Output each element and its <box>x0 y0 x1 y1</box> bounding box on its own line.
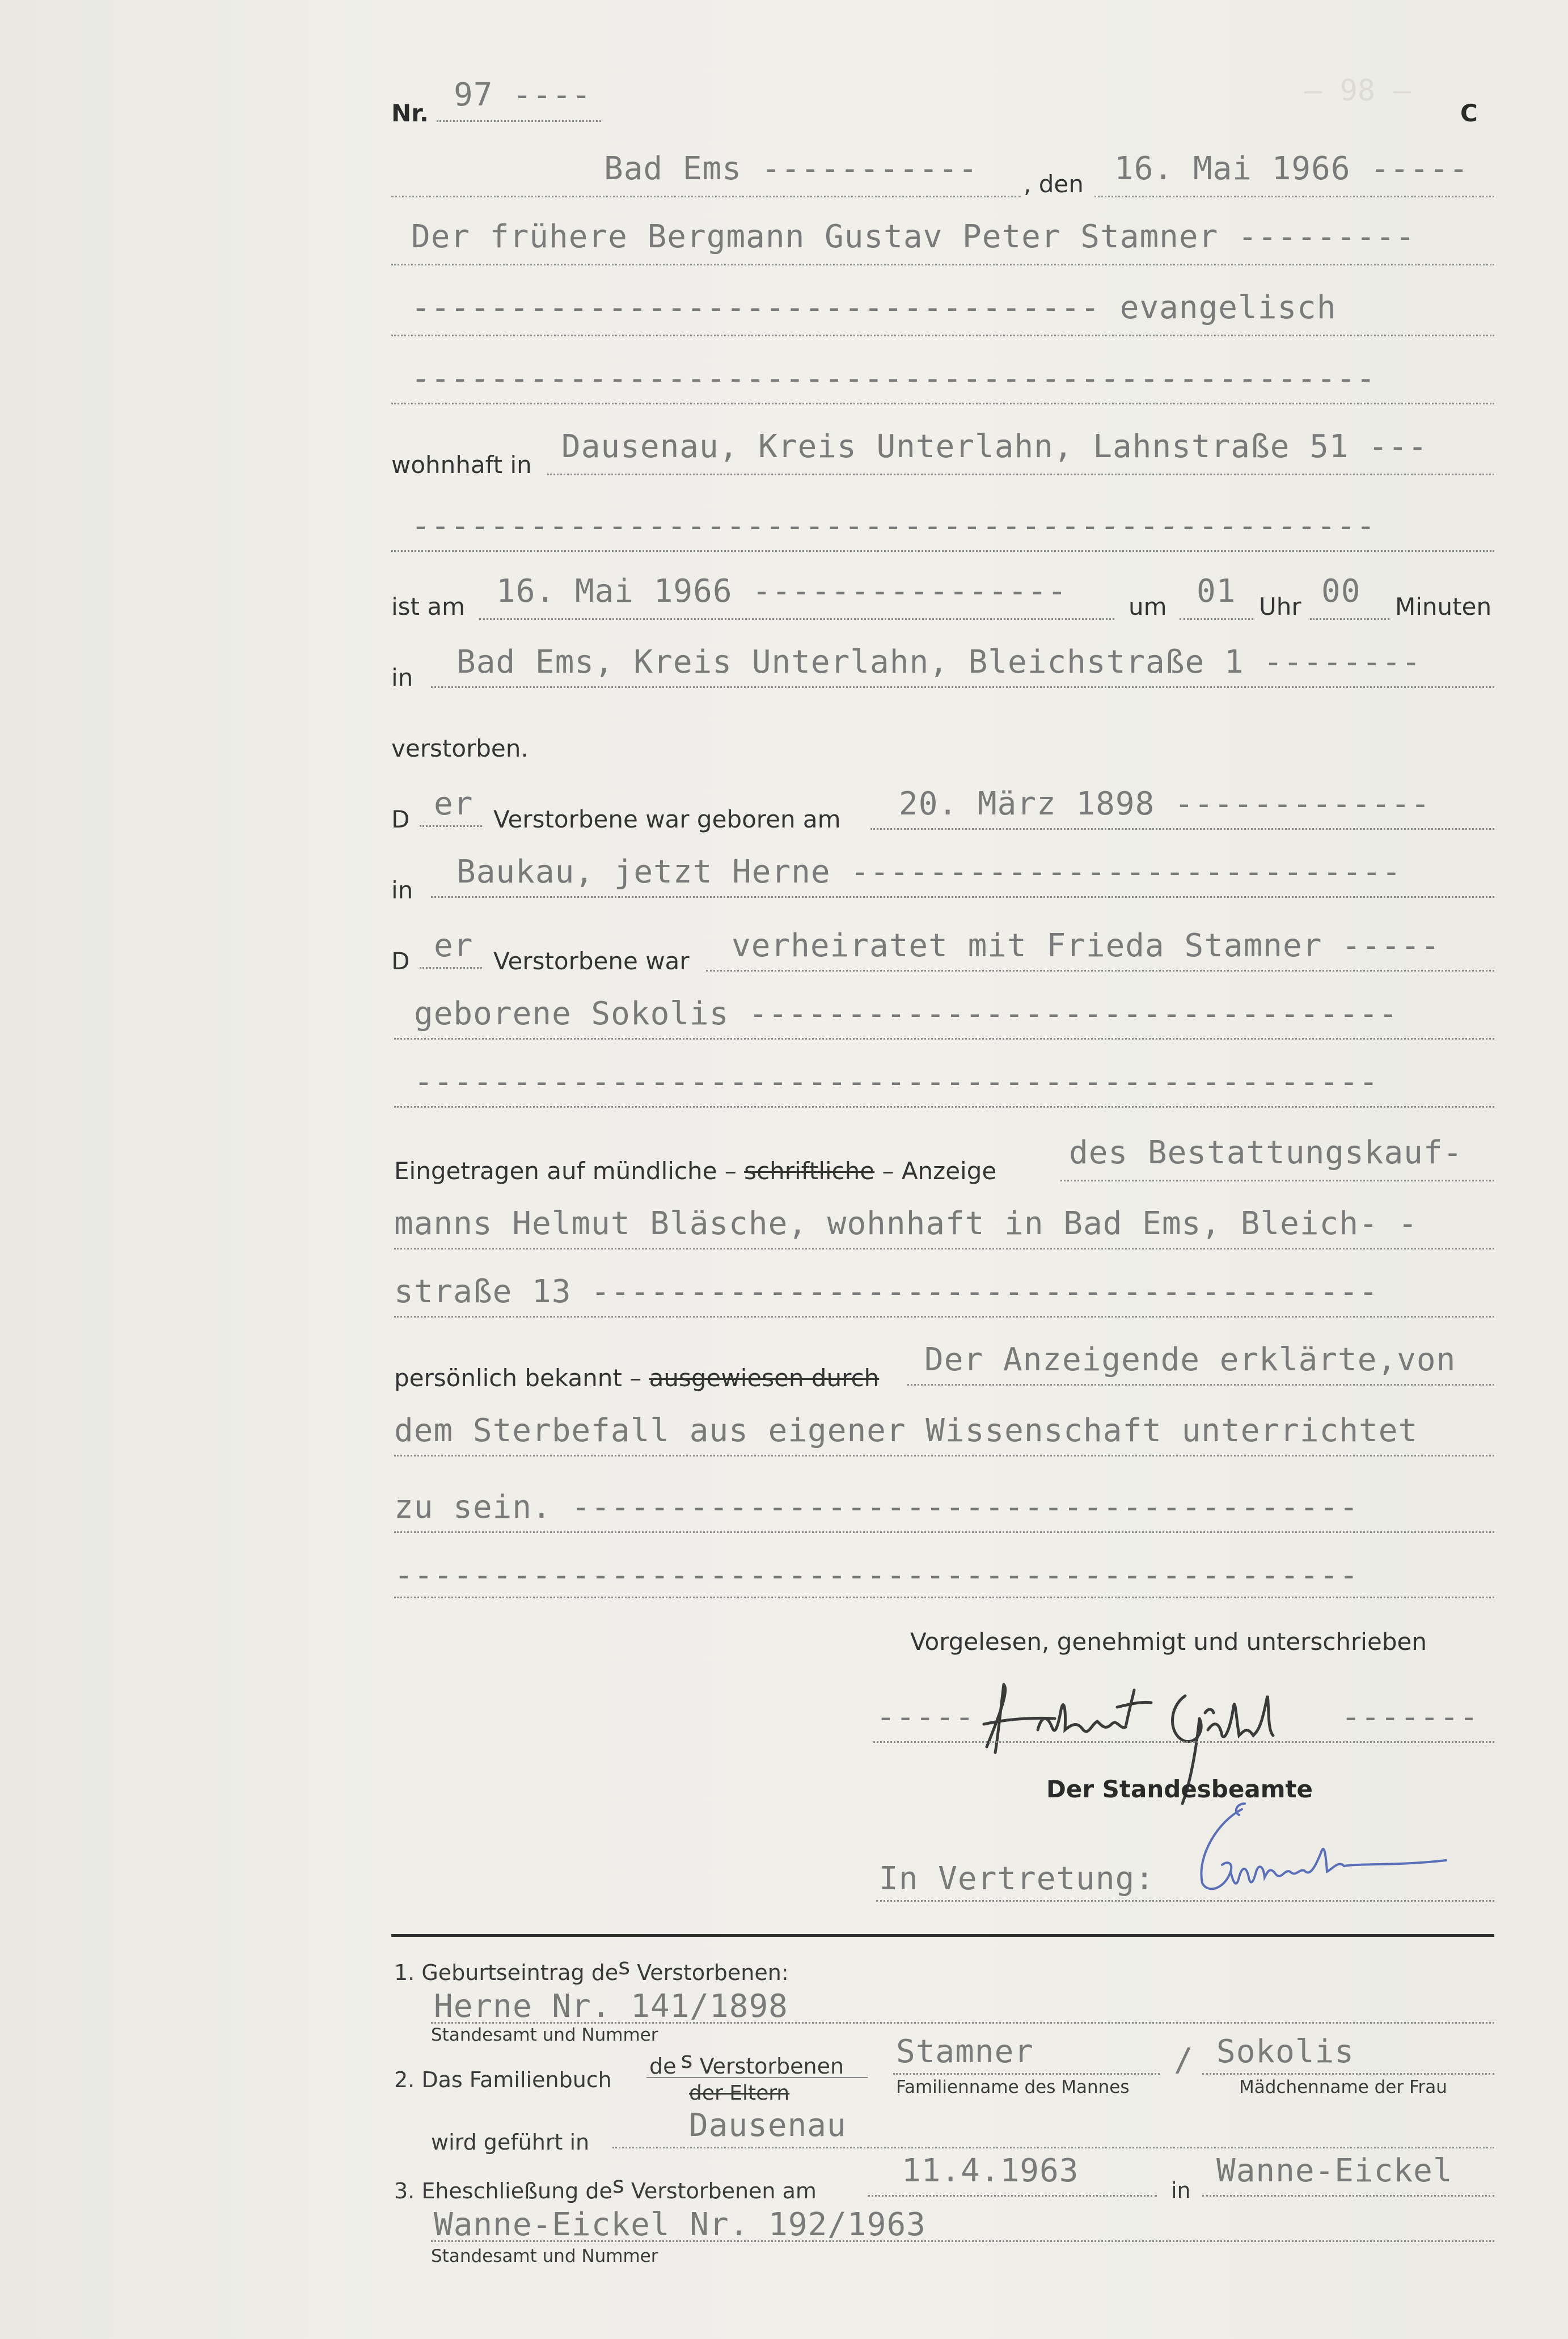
birth-register-label-b: Verstorbenen: <box>637 1960 789 1985</box>
death-hour-dotted-line <box>1180 618 1253 620</box>
wife-maiden-name-dotted-line <box>1202 2073 1494 2075</box>
birth-place-dotted-line <box>431 896 1494 898</box>
family-book-label: 2. Das Familienbuch <box>394 2067 612 2092</box>
registration-label-start: Eingetragen auf mündliche – <box>394 1157 737 1185</box>
identification-label-start: persönlich bekannt – <box>394 1364 642 1392</box>
marriage-label-b: Verstorbenen am <box>631 2178 817 2203</box>
family-book-kept-label: wird geführt in <box>431 2130 590 2155</box>
read-approved-signed-label: Vorgelesen, genehmigt und unterschrieben <box>910 1628 1427 1656</box>
birth-register-dotted-line <box>431 2022 1494 2024</box>
nr-value: 97 ---- <box>454 77 592 113</box>
marriage-label <box>394 2172 817 2204</box>
minuten-label: Minuten <box>1395 593 1492 620</box>
signature-dash-left: ----- <box>876 1699 975 1736</box>
marriage-register-dotted-line <box>431 2240 1494 2242</box>
family-book-of-dotted-line <box>646 2077 868 2078</box>
family-book-of-label <box>649 2047 844 2079</box>
death-date-label: ist am <box>391 593 466 620</box>
birth-register-label <box>394 1954 789 1986</box>
marital-dotted-line-2 <box>394 1038 1494 1040</box>
marriage-place-dotted-line <box>1202 2195 1494 2197</box>
wife-maiden-name-value: Sokolis <box>1216 2033 1355 2070</box>
registration-label <box>394 1157 996 1185</box>
marital-dotted-line-3 <box>394 1106 1494 1108</box>
show-through-number: — 98 — <box>1304 74 1411 108</box>
marriage-date-dotted-line <box>868 2195 1157 2197</box>
marriage-label-a: 3. Eheschließung de <box>394 2178 612 2203</box>
informant-line-2: manns Helmut Bläsche, wohnhaft in Bad Ems, Bleich- - <box>394 1205 1418 1242</box>
death-minutes-dotted-line <box>1310 618 1389 620</box>
marriage-register-value: Wanne-Eickel Nr. 192/1963 <box>434 2206 926 2243</box>
marital-dotted-line-1 <box>706 970 1494 972</box>
marital-d-label: D <box>391 947 410 975</box>
form-letter: C <box>1460 99 1478 127</box>
birth-label: Verstorbene war geboren am <box>493 805 841 833</box>
den-label: , den <box>1024 170 1084 198</box>
deputy-label: In Vertretung: <box>879 1860 1155 1897</box>
marital-label: Verstorbene war <box>493 947 690 975</box>
birth-register-s: s <box>618 1954 631 1980</box>
birth-place-value: Baukau, jetzt Herne ---------------------------- <box>457 854 1402 890</box>
informant-line-1: des Bestattungskauf- <box>1069 1134 1463 1171</box>
identification-label <box>394 1364 879 1392</box>
registrar-signature <box>1180 1798 1497 1911</box>
birth-date-dotted-line <box>870 828 1494 830</box>
marriage-register-caption: Standesamt und Nummer <box>431 2246 658 2266</box>
informant-signature <box>981 1673 1333 1787</box>
death-date-value: 16. Mai 1966 ---------------- <box>496 573 1067 610</box>
death-minutes-value: 00 <box>1321 573 1361 610</box>
death-place-value: Bad Ems, Kreis Unterlahn, Bleichstraße 1 -------- <box>457 644 1422 681</box>
wife-maiden-name-caption: Mädchenname der Frau <box>1239 2077 1447 2097</box>
death-hour-value: 01 <box>1197 573 1236 610</box>
place-value: Bad Ems ----------- <box>604 150 978 187</box>
date-dotted-line <box>1094 196 1494 197</box>
statement-line-1: Der Anzeigende erklärte,von <box>924 1341 1456 1378</box>
death-date-dotted-line <box>479 618 1114 620</box>
marital-article-dotted-line <box>420 967 482 969</box>
marriage-in-label: in <box>1171 2178 1191 2203</box>
place-dotted-line <box>391 196 1021 197</box>
husband-surname-caption: Familienname des Mannes <box>896 2077 1130 2097</box>
birth-article-value: er <box>434 786 474 822</box>
residence-blank-line: ------------------------------------------------- <box>411 508 1376 544</box>
registration-dotted-line-2 <box>394 1248 1494 1249</box>
marital-blank-line: ------------------------------------------------- <box>414 1063 1379 1100</box>
registration-dotted-line-1 <box>1060 1180 1494 1181</box>
death-place-dotted-line <box>431 686 1494 688</box>
statement-line-3: zu sein. ---------------------------------------- <box>394 1489 1359 1526</box>
family-book-parents-struck: der Eltern <box>689 2082 790 2105</box>
registration-label-end: – Anzeige <box>882 1157 997 1185</box>
statement-line-4: ------------------------------------------------- <box>394 1557 1359 1594</box>
identification-dotted-line-2 <box>394 1455 1494 1456</box>
residence-dotted-line-1 <box>547 474 1494 475</box>
birth-register-caption: Standesamt und Nummer <box>431 2025 658 2045</box>
person-blank-line: ------------------------------------------------- <box>411 360 1376 397</box>
birth-article-dotted-line <box>420 825 482 827</box>
identification-label-struck: ausgewiesen durch <box>649 1364 880 1392</box>
signature-dotted-line <box>873 1741 1494 1743</box>
statement-line-2: dem Sterbefall aus eigener Wissenschaft unterrichtet <box>394 1412 1418 1449</box>
marriage-date-value: 11.4.1963 <box>902 2152 1079 2189</box>
marriage-s: s <box>612 2172 624 2198</box>
registrar-title: Der Standesbeamte <box>1046 1775 1313 1803</box>
verstorben-label: verstorben. <box>391 734 529 762</box>
um-label: um <box>1129 593 1167 620</box>
identification-dotted-line-4 <box>394 1597 1494 1598</box>
husband-surname-dotted-line <box>893 2073 1160 2075</box>
identification-dotted-line-1 <box>907 1384 1494 1386</box>
residence-value: Dausenau, Kreis Unterlahn, Lahnstraße 51 --- <box>561 428 1428 465</box>
identification-dotted-line-3 <box>394 1531 1494 1533</box>
surname-separator: / <box>1174 2042 1194 2079</box>
family-book-kept-value: Dausenau <box>689 2107 847 2144</box>
date-value: 16. Mai 1966 ----- <box>1114 150 1469 187</box>
person-dotted-line-2 <box>391 335 1494 336</box>
person-dotted-line-3 <box>391 403 1494 404</box>
footer-divider <box>391 1934 1494 1937</box>
husband-surname-value: Stamner <box>896 2033 1034 2070</box>
nr-dotted-line <box>437 120 601 122</box>
residence-label: wohnhaft in <box>391 451 532 479</box>
deputy-dotted-line <box>876 1900 1494 1902</box>
marital-status-value: verheiratet mit Frieda Stamner ----- <box>732 927 1440 964</box>
family-book-de: de <box>649 2054 677 2079</box>
birth-register-label-a: 1. Geburtseintrag de <box>394 1960 619 1985</box>
religion-line: ----------------------------------- evangelisch <box>411 289 1337 326</box>
family-book-kept-dotted-line <box>612 2147 1494 2148</box>
birth-place-in-label: in <box>391 876 413 904</box>
registration-dotted-line-3 <box>394 1316 1494 1318</box>
marital-article-value: er <box>434 927 474 964</box>
informant-line-3: straße 13 ---------------------------------------- <box>394 1273 1379 1310</box>
family-book-s: s <box>681 2047 693 2074</box>
family-book-verstorbenen: Verstorbenen <box>699 2054 844 2079</box>
uhr-label: Uhr <box>1259 593 1301 620</box>
person-dotted-line-1 <box>391 264 1494 265</box>
birth-date-value: 20. März 1898 ------------- <box>899 786 1431 822</box>
spouse-maiden-name-line: geborene Sokolis --------------------------------- <box>414 995 1398 1032</box>
person-name-line: Der frühere Bergmann Gustav Peter Stamner --------- <box>411 218 1415 255</box>
signature-dash-right: ------- <box>1341 1699 1480 1736</box>
death-place-in-label: in <box>391 664 413 691</box>
birth-d-label: D <box>391 805 410 833</box>
nr-label: Nr. <box>391 99 429 127</box>
birth-register-value: Herne Nr. 141/1898 <box>434 1988 788 2025</box>
marriage-place-value: Wanne-Eickel <box>1216 2152 1453 2189</box>
registration-label-struck: schriftliche <box>744 1157 875 1185</box>
residence-dotted-line-2 <box>391 550 1494 552</box>
